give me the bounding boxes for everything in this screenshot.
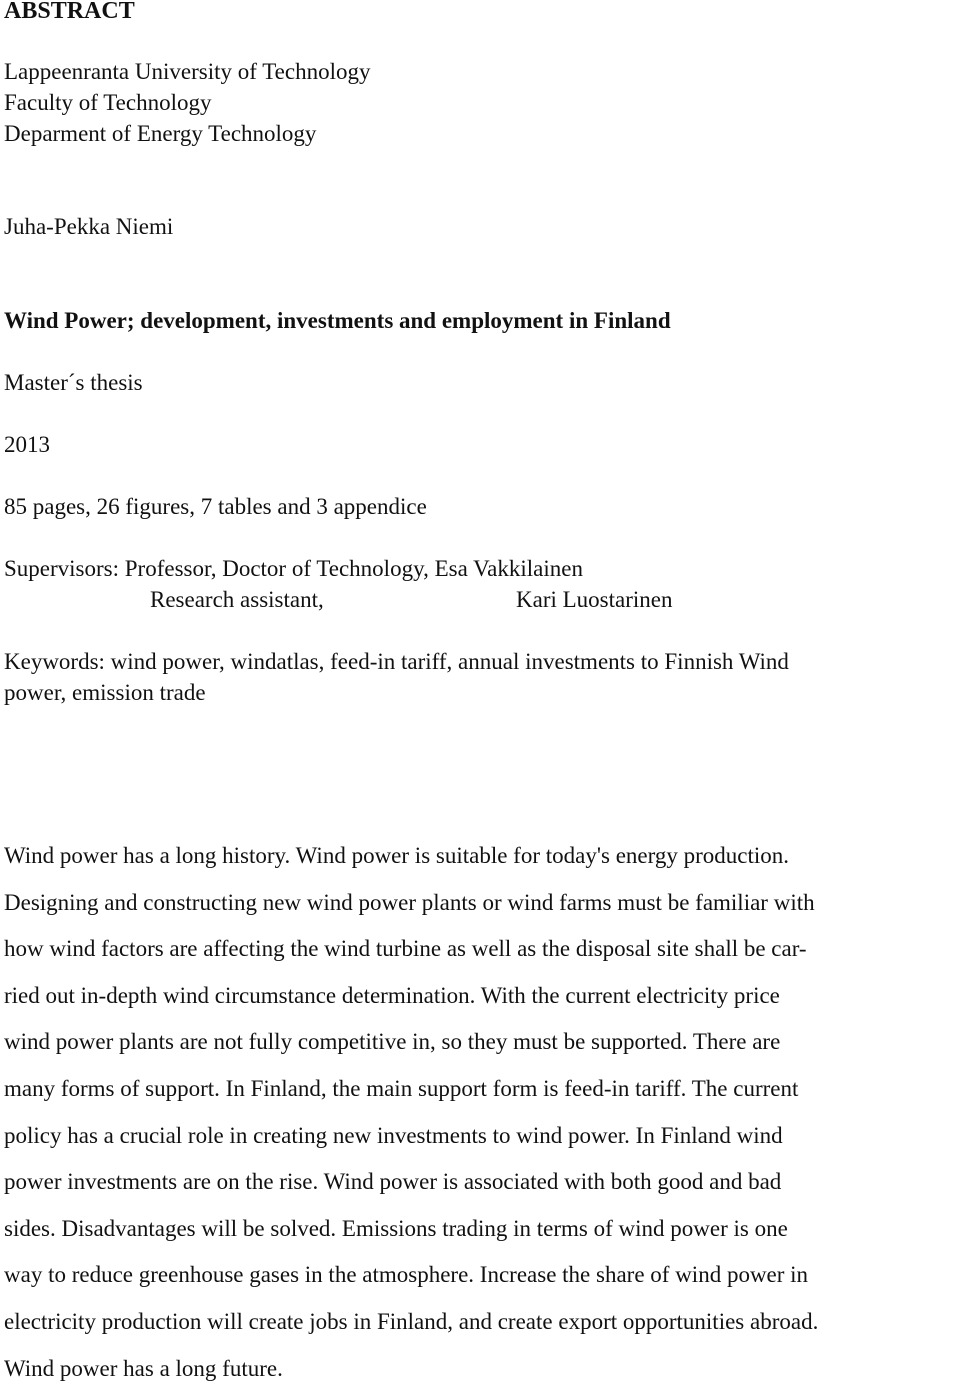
- abstract-line: Designing and constructing new wind power plants or wind farms must be familiar with: [4, 889, 815, 915]
- abstract-heading: ABSTRACT: [4, 0, 135, 24]
- abstract-line: Wind power has a long history. Wind power is suitable for today's energy production.: [4, 843, 789, 868]
- second-supervisor-name: Kari Luostarinen: [516, 587, 673, 612]
- university-name: Lappeenranta University of Technology: [4, 59, 371, 84]
- department-name: Deparment of Energy Technology: [4, 121, 317, 146]
- abstract-line: ried out in-depth wind circumstance determination. With the current electricity price: [4, 982, 780, 1008]
- abstract-line: many forms of support. In Finland, the main support form is feed-in tariff. The current: [4, 1075, 799, 1101]
- thesis-year: 2013: [4, 432, 50, 457]
- abstract-line: way to reduce greenhouse gases in the atmosphere. Increase the share of wind power in: [4, 1262, 809, 1288]
- thesis-type: Master´s thesis: [4, 370, 143, 395]
- thesis-title: Wind Power; development, investments and employment in Finland: [4, 308, 671, 333]
- supervisors-line: Supervisors: Professor, Doctor of Technology, Esa Vakkilainen: [4, 556, 583, 581]
- abstract-line: power investments are on the rise. Wind power is associated with both good and bad: [4, 1169, 782, 1195]
- keywords-line-1: Keywords: wind power, windatlas, feed-in tariff, annual investments to Finnish Wind: [4, 649, 789, 674]
- abstract-line: electricity production will create jobs in Finland, and create export opportunities abroad.: [4, 1308, 819, 1334]
- second-supervisor-role: Research assistant,: [150, 587, 324, 612]
- faculty-name: Faculty of Technology: [4, 90, 212, 115]
- abstract-line: Wind power has a long future.: [4, 1355, 283, 1381]
- abstract-line: policy has a crucial role in creating new investments to wind power. In Finland wind: [4, 1122, 783, 1148]
- abstract-body: [4, 833, 956, 1392]
- author-name: Juha-Pekka Niemi: [4, 214, 174, 239]
- abstract-line: sides. Disadvantages will be solved. Emissions trading in terms of wind power is one: [4, 1215, 788, 1241]
- thesis-extent: 85 pages, 26 figures, 7 tables and 3 appendice: [4, 494, 427, 519]
- abstract-line: wind power plants are not fully competitive in, so they must be supported. There are: [4, 1029, 781, 1055]
- abstract-line: how wind factors are affecting the wind turbine as well as the disposal site shall be car-: [4, 936, 807, 962]
- keywords-line-2: power, emission trade: [4, 680, 206, 705]
